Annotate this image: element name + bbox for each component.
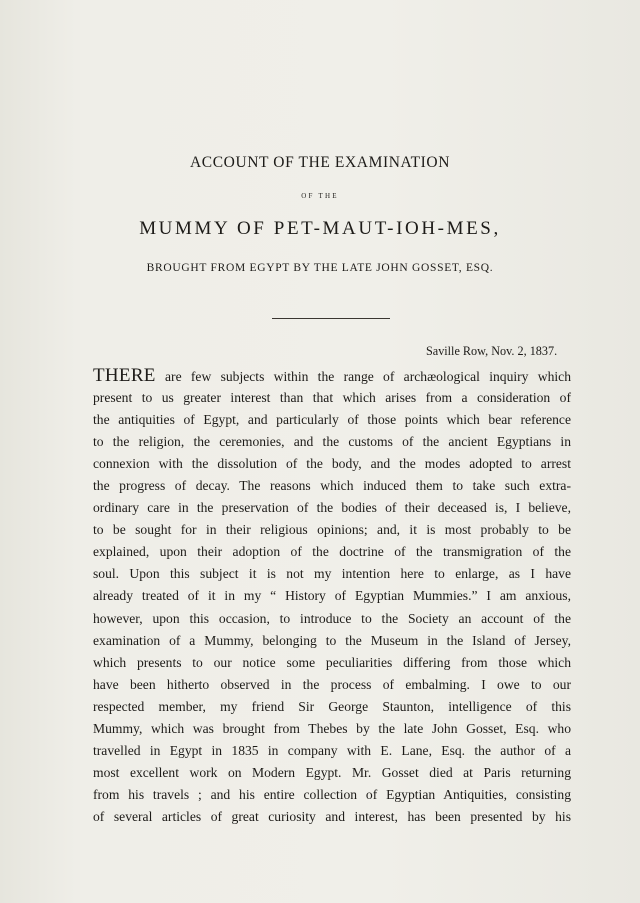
body-line: already treated of it in my “ History of Egyptian Mummies.” I am anxious, xyxy=(93,588,571,604)
dropcap: THERE xyxy=(93,365,156,386)
body-line: Mummy, which was brought from Thebes by the late John Gosset, Esq. who xyxy=(93,720,571,736)
body-line: ordinary care in the preservation of the bodies of their deceased is, I believe, xyxy=(93,500,571,516)
body-line: examination of a Mummy, belonging to the Museum in the Island of Jersey, xyxy=(93,632,571,648)
body-line: soul. Upon this subject it is not my intention here to enlarge, as I have xyxy=(93,566,571,582)
body-line: of several articles of great curiosity and interest, has been presented by his xyxy=(93,808,571,824)
body-line-text: are few subjects within the range of archæological inquiry which xyxy=(165,369,571,384)
body-line: travelled in Egypt in 1835 in company with E. Lane, Esq. the author of a xyxy=(93,742,571,758)
body-line: however, upon this occasion, to introduce to the Society an account of the xyxy=(93,610,571,626)
article-title: ACCOUNT OF THE EXAMINATION xyxy=(189,154,450,171)
body-line: to be sought for in their religious opinions; and, it is most probably to be xyxy=(93,522,571,538)
body-line: the progress of decay. The reasons which induced them to take such extra- xyxy=(93,478,571,494)
body-line: connexion with the dissolution of the body, and the modes adopted to arrest xyxy=(93,456,571,472)
title-connector: OF THE xyxy=(301,192,339,200)
body-line: have been hitherto observed in the process of embalming. I owe to our xyxy=(93,676,571,692)
article-byline: BROUGHT FROM EGYPT BY THE LATE JOHN GOSSET, ESQ. xyxy=(146,262,494,274)
body-line: respected member, my friend Sir George Staunton, intelligence of this xyxy=(93,698,571,714)
body-line xyxy=(93,365,571,387)
body-line: explained, upon their adoption of the doctrine of the transmigration of the xyxy=(93,544,571,560)
body-line: which presents to our notice some peculiarities differing from those which xyxy=(93,654,571,670)
body-text xyxy=(93,365,571,828)
body-line: present to us greater interest than that which arises from a consideration of xyxy=(93,390,571,406)
body-line: most excellent work on Modern Egypt. Mr. Gosset died at Paris returning xyxy=(93,764,571,780)
article-subject: MUMMY OF PET-MAUT-IOH-MES, xyxy=(139,218,501,239)
dateline: Saville Row, Nov. 2, 1837. xyxy=(426,344,558,358)
body-line: the antiquities of Egypt, and particularly of those points which bear reference xyxy=(93,412,571,428)
body-line: from his travels ; and his entire collection of Egyptian Antiquities, consisting xyxy=(93,786,571,802)
section-divider xyxy=(272,318,390,319)
body-line: to the religion, the ceremonies, and the customs of the ancient Egyptians in xyxy=(93,434,571,450)
